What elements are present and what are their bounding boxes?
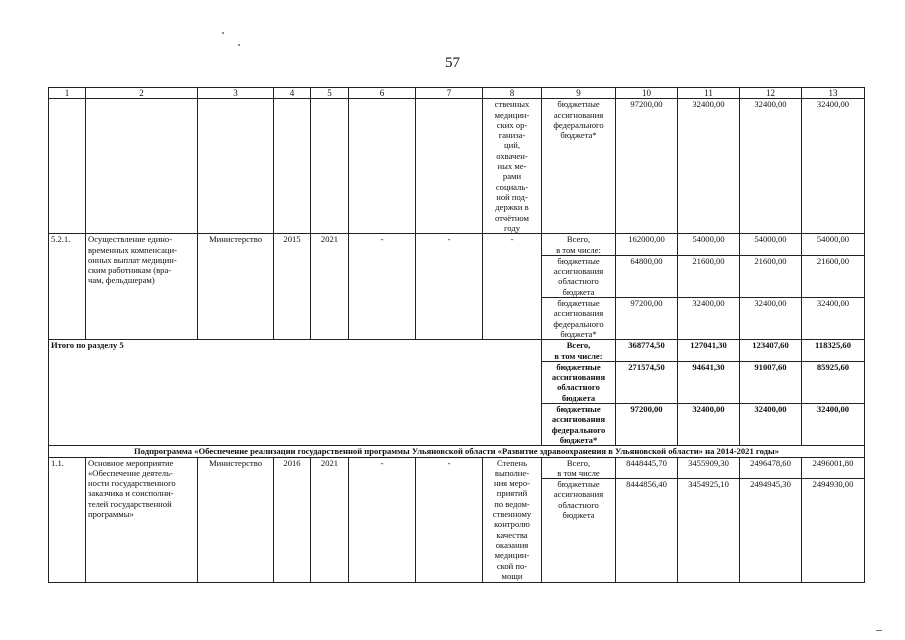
scan-speck [222,32,224,34]
value-cell: 21600,00 [740,255,802,297]
item-number: 1.1. [49,457,86,583]
end-year: 2021 [311,234,349,340]
value-cell: 32400,00 [678,298,740,340]
col-header: 6 [349,88,416,99]
value-cell: 368774,50 [616,340,678,362]
col-header: 11 [678,88,740,99]
total-label: Итого по разделу 5 [49,340,542,446]
value-cell: 94641,30 [678,361,740,403]
value-cell: 97200,00 [616,99,678,234]
value-cell: 2496001,80 [802,457,865,479]
indicator-cell: ственных медицин- ских ор- ганиза- ций, охвачен- ных ме- рами социаль- ной под- держки в отчётном году [483,99,542,234]
col-header: 8 [483,88,542,99]
col-header: 10 [616,88,678,99]
table-row [49,234,865,256]
value-cell: 3455909,30 [678,457,740,479]
value-cell: 127041,30 [678,340,740,362]
funding-source: Всего, в том числе: [542,340,616,362]
funding-source: бюджетные ассигнования федерального бюджета* [542,404,616,446]
funding-source: Всего, в том числе [542,457,616,479]
col-header: 4 [274,88,311,99]
col-header: 13 [802,88,865,99]
value-cell: 97200,00 [616,298,678,340]
dash-cell: - [349,457,416,583]
executor: Министерство [198,234,274,340]
value-cell: 21600,00 [802,255,865,297]
value-cell: 54000,00 [740,234,802,256]
funding-source: бюджетные ассигнования областного бюджета [542,255,616,297]
col-header: 2 [86,88,198,99]
value-cell: 21600,00 [678,255,740,297]
scan-speck [238,44,240,46]
indicator-cell: Степень выполне- ния меро- приятий по ведом- ственному контролю качества оказания медицин- ской по- мощи [483,457,542,583]
value-cell: 123407,60 [740,340,802,362]
item-number: 5.2.1. [49,234,86,340]
col-header: 3 [198,88,274,99]
col-header: 5 [311,88,349,99]
value-cell: 32400,00 [740,404,802,446]
start-year: 2015 [274,234,311,340]
col-header: 9 [542,88,616,99]
value-cell: 85925,60 [802,361,865,403]
value-cell: 64800,00 [616,255,678,297]
value-cell: 2494945,30 [740,479,802,583]
value-cell: 54000,00 [678,234,740,256]
value-cell: 91007,60 [740,361,802,403]
funding-source: Всего, в том числе: [542,234,616,256]
executor: Министерство [198,457,274,583]
value-cell: 8444856,40 [616,479,678,583]
value-cell: 162000,00 [616,234,678,256]
value-cell: 97200,00 [616,404,678,446]
value-cell: 271574,50 [616,361,678,403]
funding-source: бюджетные ассигнования федерального бюджета* [542,298,616,340]
value-cell: 8448445,70 [616,457,678,479]
dash-cell: - [349,234,416,340]
funding-source: бюджетные ассигнования областного бюджета [542,479,616,583]
budget-table [48,87,865,583]
value-cell: 32400,00 [740,99,802,234]
item-name: Осуществление едино- временных компенсаци- онных выплат медицин- ским работникам (вра- чам, фельдшерам) [86,234,198,340]
value-cell: 32400,00 [802,298,865,340]
total-row [49,340,865,362]
dash-cell: - [483,234,542,340]
subprogram-row [49,446,865,457]
funding-source: бюджетные ассигнования областного бюджета [542,361,616,403]
table-row [49,457,865,479]
value-cell: 2496478,60 [740,457,802,479]
funding-source: бюджетные ассигнования федерального бюджета* [542,99,616,234]
value-cell: 54000,00 [802,234,865,256]
value-cell: 32400,00 [678,404,740,446]
col-header: 7 [416,88,483,99]
table-row [49,99,865,234]
page-number: 57 [445,55,460,71]
value-cell: 32400,00 [678,99,740,234]
value-cell: 32400,00 [802,99,865,234]
start-year: 2016 [274,457,311,583]
dash-cell: - [416,457,483,583]
value-cell: 3454925,10 [678,479,740,583]
value-cell: 32400,00 [802,404,865,446]
value-cell: 118325,60 [802,340,865,362]
column-number-row [49,88,865,99]
value-cell: 2494930,00 [802,479,865,583]
col-header: 1 [49,88,86,99]
scan-speck [876,630,882,631]
dash-cell: - [416,234,483,340]
item-name: Основное мероприятие «Обеспечение деятель- ности государственного заказчика и соисполни- телей государственной программы» [86,457,198,583]
end-year: 2021 [311,457,349,583]
col-header: 12 [740,88,802,99]
subprogram-title: Подпрограмма «Обеспечение реализации государственной программы Ульяновской области «Развитие здравоохранения в Ульяновской области» на 2014-2021 годы» [49,446,865,457]
value-cell: 32400,00 [740,298,802,340]
